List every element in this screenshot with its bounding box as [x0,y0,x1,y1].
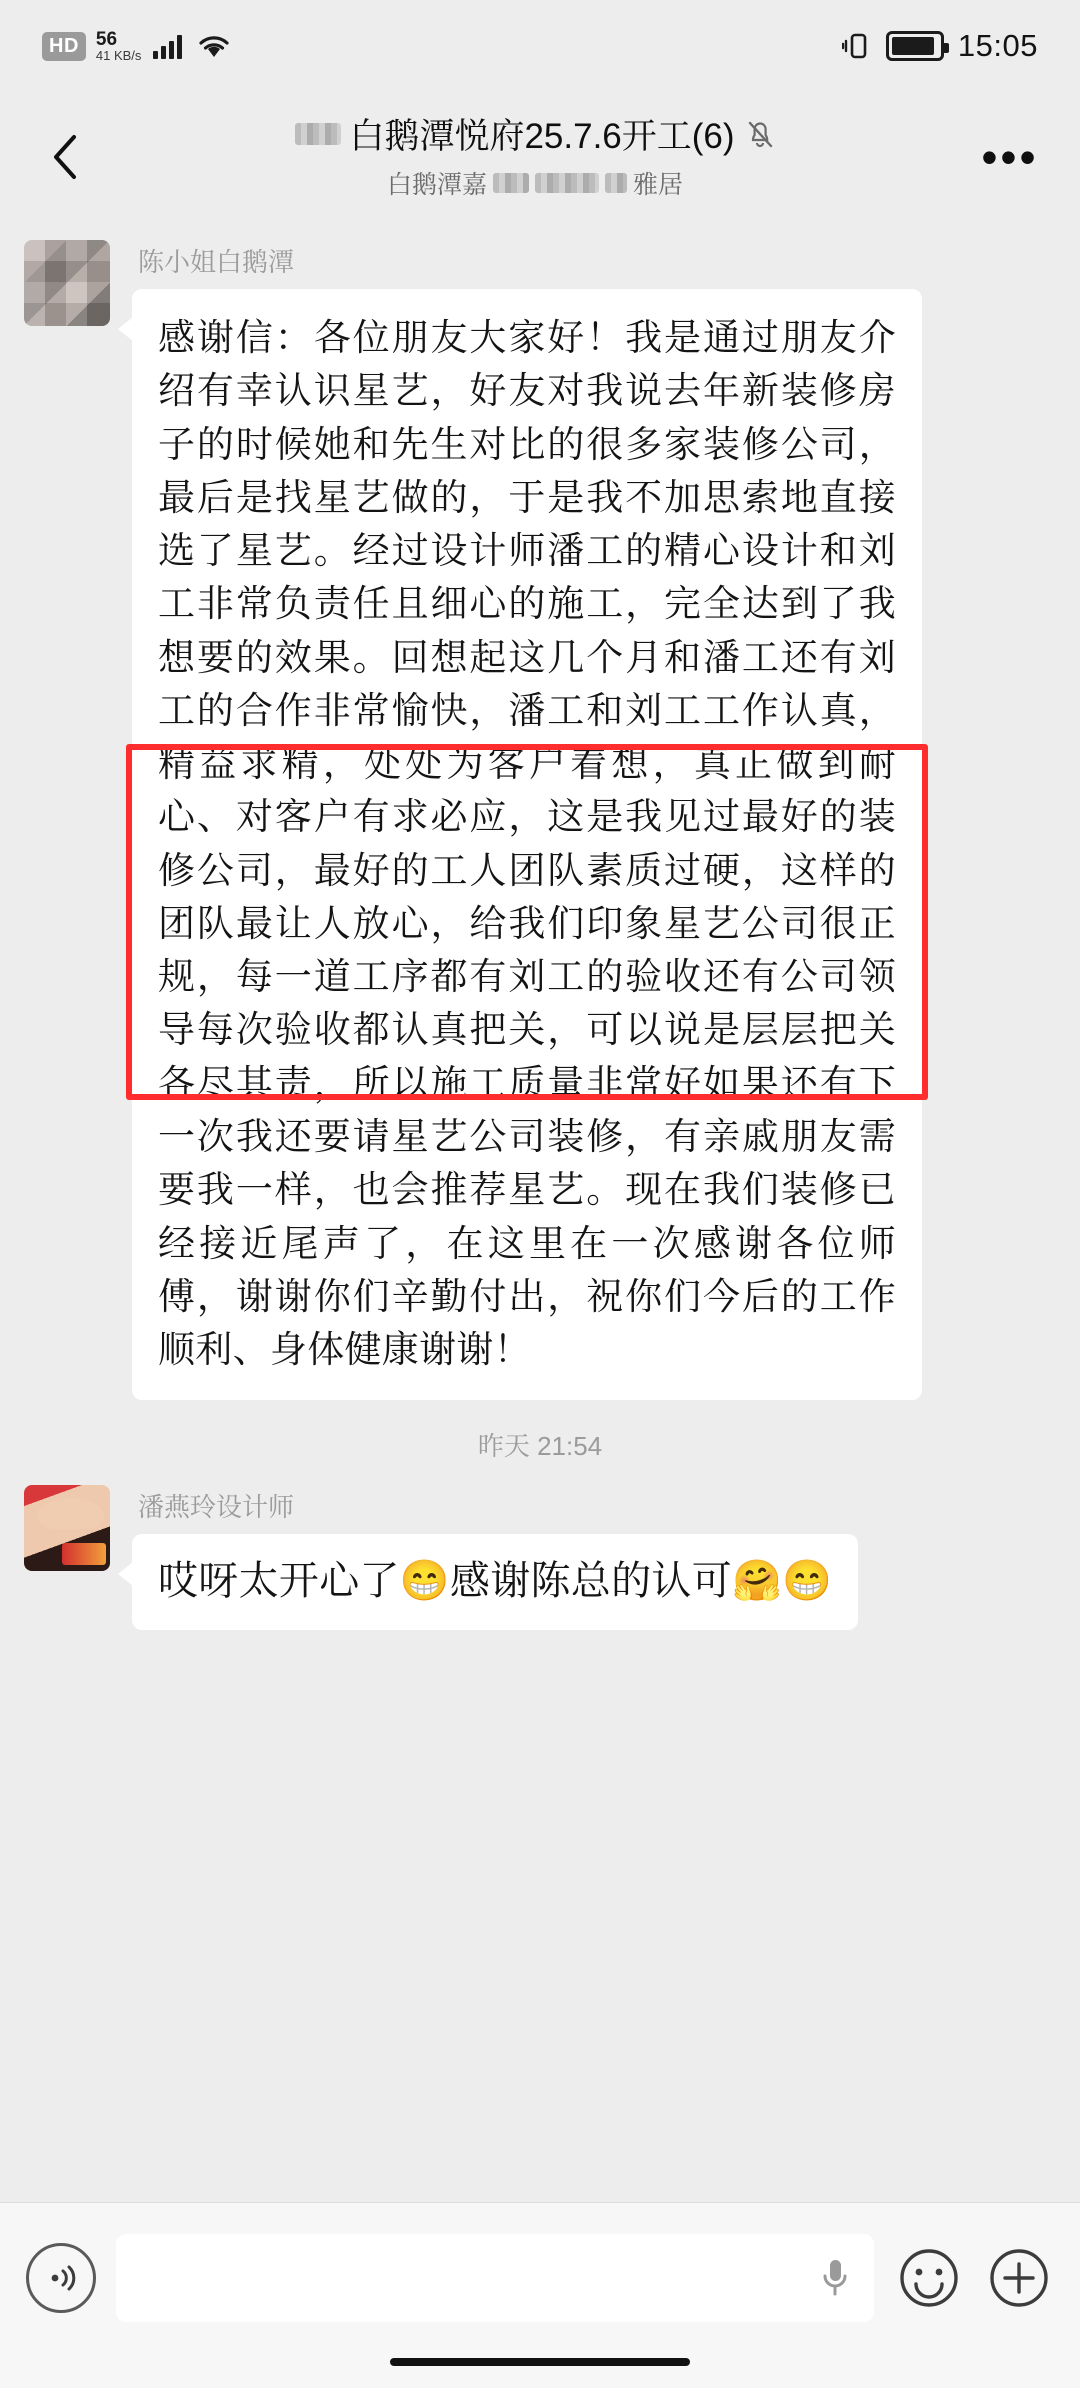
smiley-icon [898,2247,960,2309]
page-title: 白鹅潭悦府25.7.6开工(6) [349,117,735,156]
redacted-subtitle-3 [605,173,627,193]
message-bubble[interactable] [132,289,922,1400]
network-generation-label: 56 [95,29,118,50]
message-item-2 [0,1485,1080,1630]
hd-badge: HD [42,32,86,61]
home-indicator [0,2352,1080,2388]
voice-wave-icon [41,2258,81,2298]
add-attachment-button[interactable] [984,2243,1054,2313]
battery-icon [886,31,944,61]
navigation-bar [0,92,1080,222]
chevron-left-icon [52,134,78,180]
message-body [132,1485,858,1630]
sender-name: 陈小姐白鹅潭 [138,247,295,277]
voice-input-button[interactable] [26,2243,96,2313]
chat-subtitle-end: 雅居 [633,171,684,199]
back-button[interactable] [30,112,100,202]
bell-muted-icon [745,118,775,150]
message-timestamp: 昨天 21:54 [477,1431,603,1462]
status-bar-left [42,30,230,62]
message-item-1 [0,240,1080,1400]
message-body [132,240,922,1400]
chat-subtitle-start: 白鹅潭嘉 [386,171,487,199]
vibrate-mode-icon [842,30,872,62]
chat-title-block[interactable] [100,109,970,205]
emoji-button[interactable] [894,2243,964,2313]
chat-title-row [295,109,774,159]
clock-label: 15:05 [957,28,1038,63]
redacted-title-prefix [295,123,341,145]
message-list[interactable] [0,222,1080,2202]
microphone-icon[interactable] [818,2255,852,2301]
avatar[interactable] [24,1485,110,1571]
message-text-after: 现在我们装修已经接近尾声了，在这里在一次感谢各位师傅，谢谢你们辛勤付出，祝你们今后的工作顺利、身体健康谢谢！ [158,1169,896,1371]
message-text-before: 感谢信：各位朋友大家好！我是通过朋友介绍有幸认识星艺，好友对我说去年新装修房子的时候她和先生对比的很多家装修公司，最后是找星艺做的，于是我不加思索地直接选了星艺。经过设计师潘工的精心设计和刘工非常负责任且细心的施工，完全达到了我想要的效果。回想起这几个月和潘工还有刘工的合作非常愉快，潘工和刘工工作认真，精益求精，处处为客户着想，真正做到耐心、对客户有求必应， [158,317,896,838]
wifi-icon [198,33,230,59]
avatar[interactable] [24,240,110,326]
status-bar-right [842,28,1038,64]
message-text: 哎呀太开心了😁感谢陈总的认可🤗😁 [158,1559,833,1604]
message-text-highlighted: 这是我见过最好的装修公司，最好的工人团队素质过硬，这样的团队最让人放心，给我们印象星艺公司很正规，每一道工序都有刘工的验收还有公司领导每次验收都认真把关，可以说是层层把关各尽其责，所以施工质量非常好如果还有下一次我还要请星艺公司装修，有亲戚朋友需要我一样，也会推荐星艺。 [158,796,897,1211]
redacted-subtitle-2 [535,173,599,193]
message-text-input[interactable] [116,2234,874,2322]
signal-bars-icon [153,33,182,59]
message-input-bar [0,2202,1080,2352]
message-text [158,311,896,1376]
redacted-subtitle-1 [493,173,529,193]
chat-subtitle [387,165,683,201]
more-options-button[interactable]: ••• [981,130,1039,183]
message-bubble[interactable] [132,1534,858,1630]
status-bar [0,0,1080,92]
plus-icon [988,2247,1050,2309]
network-speed-label: 41 KB/s [95,48,142,63]
sender-name: 潘燕玲设计师 [138,1492,295,1523]
network-indicator [96,30,142,62]
